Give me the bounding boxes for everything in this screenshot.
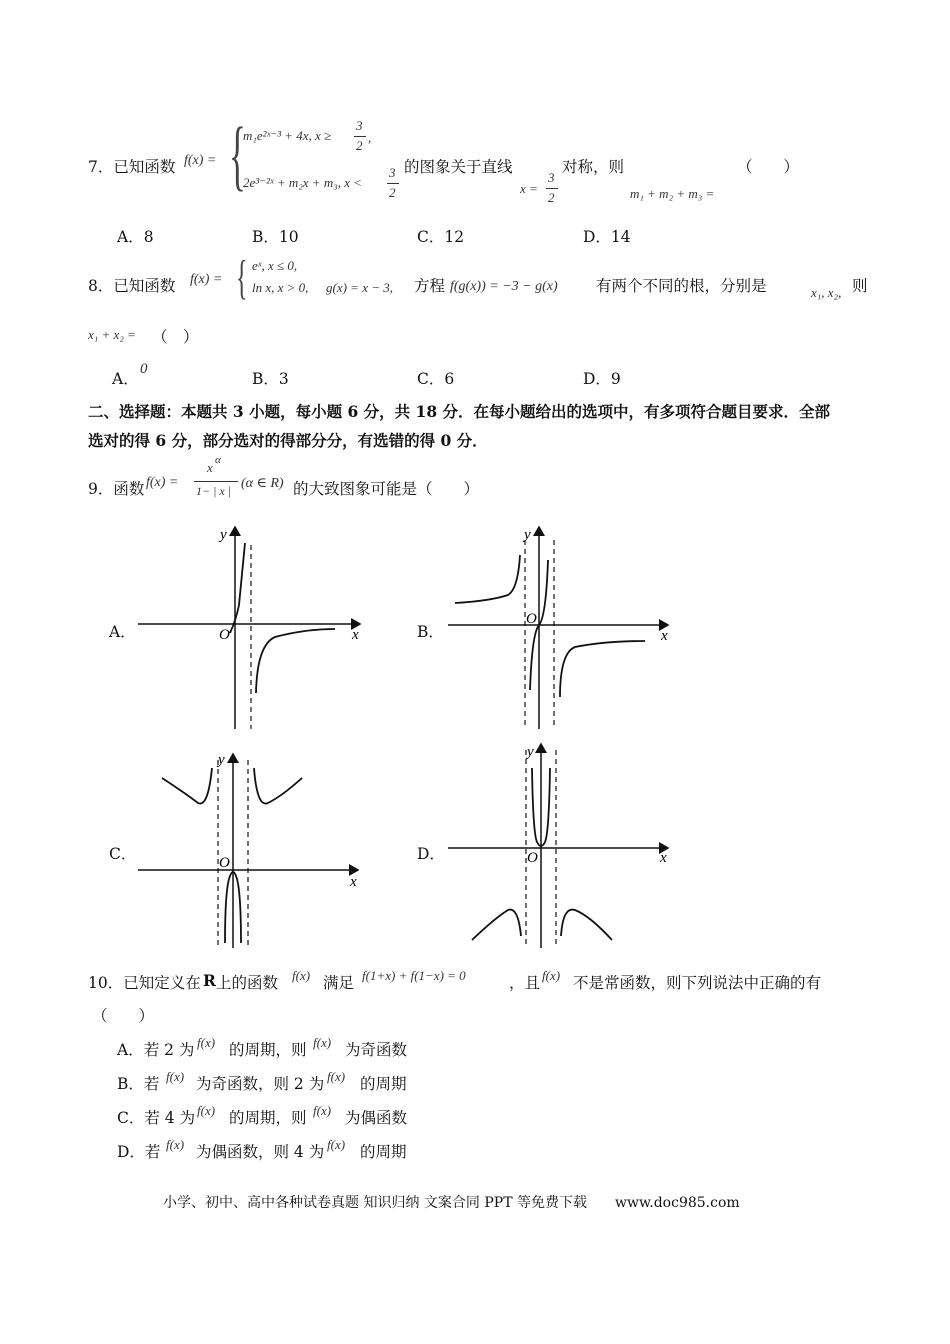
graph-b-curve-left [455, 555, 520, 603]
q9-suffix: 的大致图象可能是（ ） [293, 480, 480, 498]
q10-option-a-text-1: A．若 2 为 [117, 1041, 195, 1059]
q10-option-b-fx-1: f(x) [166, 1069, 185, 1084]
graph-a-origin: O [219, 627, 230, 643]
q8-paren: （ ） [152, 328, 199, 346]
q7-case1-fracbar [354, 136, 366, 137]
q8-sum: x₁ + x₂ = [88, 327, 136, 342]
q10-real-set: R [203, 971, 216, 990]
graph-c-label: C． [109, 845, 137, 863]
q7-case2-den: 2 [389, 185, 396, 200]
q10-option-a-fx-2: f(x) [313, 1035, 332, 1050]
q7-option-c: C．12 [417, 228, 465, 246]
q8-brace: { [236, 251, 248, 304]
q8-mid: 方程 [414, 277, 446, 295]
q10-option-d-fx-1: f(x) [166, 1137, 185, 1152]
q7-case1-den: 2 [356, 138, 363, 153]
q9-prefix: 9．函数 [88, 480, 145, 498]
q8-fx: f(x) = [190, 272, 223, 287]
q10-option-d-fx-2: f(x) [327, 1137, 346, 1152]
q8-option-a-value: 0 [140, 361, 148, 377]
q7-option-a: A．8 [117, 228, 154, 246]
graph-d-origin: O [527, 850, 538, 866]
q10-stem-2: 上的函数 [216, 974, 279, 992]
graph-c-y-label: y [218, 752, 225, 768]
q10-option-d-text-1: D．若 [117, 1143, 161, 1161]
q7-case2-fracbar [387, 183, 399, 184]
graph-a-x-label: x [352, 627, 359, 643]
q10-option-b-text-1: B．若 [117, 1075, 160, 1093]
q9-fracbar [194, 481, 238, 482]
q9-num-exp: α [215, 454, 221, 466]
q10-option-d-text-3: 的周期 [360, 1143, 407, 1161]
graph-d [440, 738, 680, 953]
q8-end: 则 [852, 277, 868, 295]
graph-c-curve-left [162, 768, 212, 804]
q9-num: x [207, 460, 213, 475]
q10-paren: （ ） [92, 1007, 155, 1025]
q7-line-den: 2 [548, 190, 555, 205]
graph-b-origin: O [526, 611, 537, 627]
q8-case1: eˣ, x ≤ 0, [252, 258, 298, 273]
q7-line-num: 3 [548, 170, 555, 185]
q8-option-b: B．3 [252, 370, 289, 388]
q10-option-c-fx-1: f(x) [197, 1103, 216, 1118]
q8-gx: g(x) = x − 3, [326, 280, 393, 295]
section-2-line-1: 二、选择题：本题共 3 小题，每小题 6 分，共 18 分．在每小题给出的选项中，有多项符合题目要求．全部 [88, 402, 831, 421]
q7-option-b: B．10 [252, 228, 299, 246]
q10-option-b-text-3: 的周期 [360, 1075, 407, 1093]
graph-b [440, 515, 680, 735]
q10-stem-5: 不是常函数，则下列说法中正确的有 [573, 974, 822, 992]
q8-option-a: A． [112, 370, 139, 388]
graph-a-y-label: y [220, 527, 227, 543]
q7-case1-num: 3 [356, 118, 363, 133]
q8-option-c: C．6 [417, 370, 455, 388]
q10-fx: f(x) [292, 968, 311, 983]
q7-case1: m₁e²ˣ⁻³ + 4x, x ≥ [243, 128, 332, 143]
graph-c-curve-right [254, 768, 302, 804]
q10-option-a-text-2: 的周期，则 [229, 1041, 307, 1059]
graph-b-y-label: y [524, 527, 531, 543]
q7-option-d: D．14 [583, 228, 631, 246]
q7-mid: 的图象关于直线 [404, 158, 513, 176]
q10-option-c-text-1: C．若 4 为 [117, 1109, 196, 1127]
graph-b-curve-right [560, 641, 645, 697]
q10-stem-1: 10．已知定义在 [88, 974, 201, 992]
q7-prefix: 7．已知函数 [88, 158, 176, 176]
graph-c-x-label: x [350, 874, 357, 890]
graph-b-label: B． [417, 623, 444, 641]
q10-condition: f(1+x) + f(1−x) = 0 [362, 968, 466, 983]
graph-a-curve-right [256, 629, 335, 693]
q8-option-d: D．9 [583, 370, 621, 388]
graph-a-curve-left [230, 543, 245, 633]
q10-option-d-text-2: 为偶函数，则 4 为 [196, 1143, 325, 1161]
q10-stem-3: 满足 [323, 974, 355, 992]
q10-option-b-text-2: 为奇函数，则 2 为 [196, 1075, 325, 1093]
graph-d-x-label: x [660, 850, 667, 866]
q9-den: 1− | x | [196, 484, 232, 498]
q10-option-a-fx-1: f(x) [197, 1035, 216, 1050]
graph-d-label: D． [417, 845, 445, 863]
q7-mid2: 对称，则 [562, 158, 625, 176]
q7-line-fracbar [546, 188, 558, 189]
q7-case2: 2e³⁻²ˣ + m₂x + m₃, x < [243, 175, 363, 190]
q9-cond: (α ∈ R) [241, 476, 284, 491]
q7-case2-num: 3 [389, 165, 396, 180]
page-footer: 小学、初中、高中各种试卷真题 知识归纳 文案合同 PPT 等免费下载 www.doc985.com [163, 1195, 740, 1211]
q10-option-b-fx-2: f(x) [327, 1069, 346, 1084]
q10-option-a-text-3: 为奇函数 [345, 1041, 408, 1059]
q7-case1-end: , [368, 130, 372, 145]
q8-prefix: 8．已知函数 [88, 277, 176, 295]
q8-roots: x₁, x₂, [811, 285, 842, 300]
graph-c [130, 748, 370, 953]
section-2-line-2: 选对的得 6 分，部分选对的得部分分，有选错的得 0 分． [88, 431, 488, 450]
graph-a [130, 515, 370, 735]
q7-fx: f(x) = [184, 153, 217, 168]
q8-case2: ln x, x > 0, [252, 280, 309, 295]
graph-a-label: A． [109, 623, 136, 641]
graph-d-curve-right [561, 910, 612, 940]
q10-stem-4: ，且 [509, 974, 541, 992]
q7-brace: { [229, 111, 246, 198]
q7-paren: （ ） [737, 158, 800, 176]
q10-fx-2: f(x) [542, 968, 561, 983]
q9-fx: f(x) = [146, 475, 179, 490]
q10-option-c-fx-2: f(x) [313, 1103, 332, 1118]
q8-mid2: 有两个不同的根，分别是 [596, 277, 767, 295]
graph-d-y-label: y [527, 744, 534, 760]
q8-eq: f(g(x)) = −3 − g(x) [450, 279, 558, 294]
q7-sum: m₁ + m₂ + m₃ = [630, 186, 715, 201]
q10-option-c-text-2: 的周期，则 [229, 1109, 307, 1127]
graph-b-x-label: x [661, 628, 668, 644]
graph-c-origin: O [219, 855, 230, 871]
graph-d-curve-left [472, 910, 521, 940]
q10-option-c-text-3: 为偶函数 [345, 1109, 408, 1127]
q7-line-lhs: x = [520, 181, 538, 196]
